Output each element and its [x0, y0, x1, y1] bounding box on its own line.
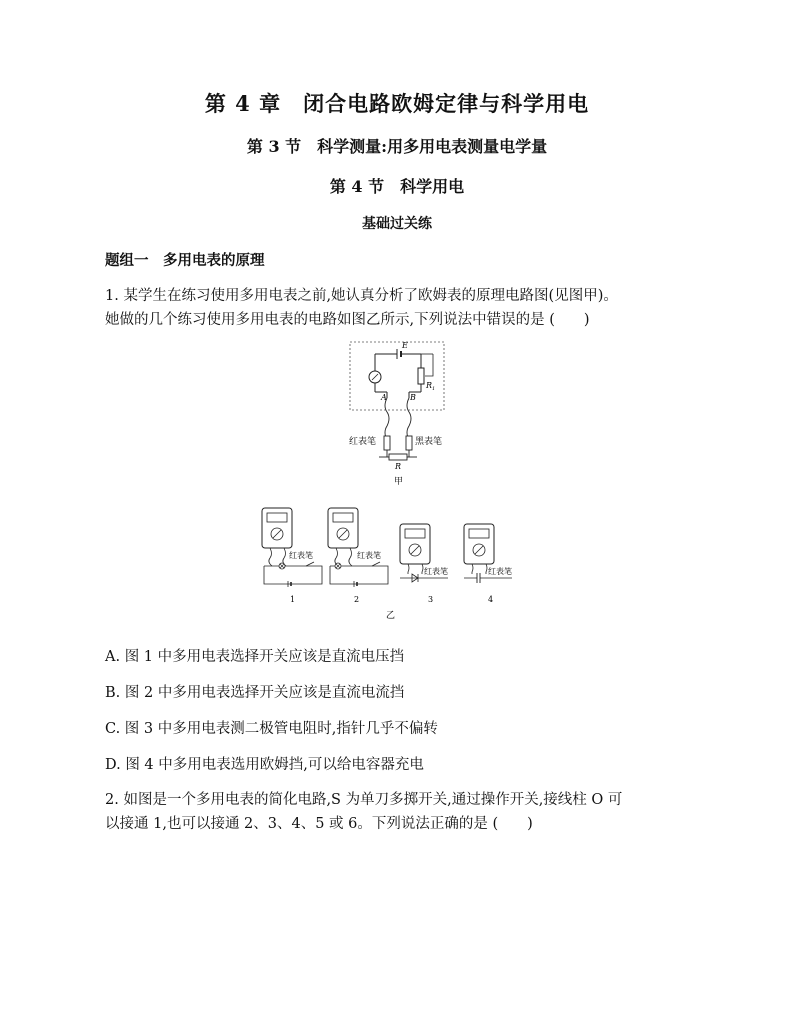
section4-title: 第 4 节 科学用电: [329, 177, 465, 196]
red-lead-wire: [385, 398, 389, 440]
red-probe-label-4: 红表笔: [488, 567, 512, 576]
red-probe-label: 红表笔: [349, 437, 377, 447]
q1-option-d[interactable]: D. 图 4 中多用电表选用欧姆挡,可以给电容器充电: [105, 757, 424, 773]
meter-1: [262, 508, 322, 604]
label-R: R: [395, 462, 402, 471]
red-probe-label-3: 红表笔: [424, 567, 448, 576]
capacitor-gap: [477, 574, 480, 582]
meter-display: [469, 529, 489, 538]
q1-option-b[interactable]: B. 图 2 中多用电表选择开关应该是直流电流挡: [105, 685, 405, 701]
meter-3: [400, 524, 448, 604]
meter-display: [405, 529, 425, 538]
switch-icon: [372, 562, 380, 566]
slider-arrow: [425, 362, 433, 376]
red-probe-icon: [384, 436, 390, 450]
lead-wire: [422, 564, 423, 574]
lead-wire: [408, 564, 409, 574]
meter-2: [328, 508, 388, 604]
resistor-R-icon: [389, 454, 407, 460]
chapter-title: 第 4 章 闭合电路欧姆定律与科学用电: [204, 91, 590, 116]
figure-yi-caption: 乙: [386, 611, 396, 621]
q1-line2: 她做的几个练习使用多用电表的电路如图乙所示,下列说法中错误的是 ( ): [105, 312, 590, 328]
label-E: E: [402, 341, 408, 350]
q1-option-a[interactable]: A. 图 1 中多用电表选择开关应该是直流电压挡: [105, 649, 405, 665]
practice-label: 基础过关练: [362, 216, 432, 232]
circuit-number-4: 4: [488, 595, 494, 604]
lead-wire: [349, 548, 352, 566]
question-group-label: 题组一 多用电表的原理: [105, 252, 265, 269]
label-B: B: [410, 393, 416, 402]
black-probe-icon: [406, 436, 412, 450]
circuit-number-1: 1: [290, 595, 296, 604]
label-Rg-sub: 1: [432, 386, 436, 392]
section3-title: 第 3 节 科学测量:用多用电表测量电学量: [246, 137, 548, 156]
label-Rg-main: R: [426, 381, 433, 390]
black-lead-wire: [407, 398, 411, 440]
lead-wire: [472, 564, 473, 574]
red-probe-label-2: 红表笔: [357, 551, 381, 560]
meter-4: [464, 524, 512, 604]
figure-jia-caption: 甲: [394, 477, 404, 487]
q1-line1: 1. 某学生在练习使用多用电表之前,她认真分析了欧姆表的原理电路图(见图甲)。: [105, 288, 618, 304]
lead-wire: [269, 548, 272, 566]
meter-display: [267, 513, 287, 522]
figure-jia-ohmmeter-circuit: [345, 338, 450, 488]
label-Rg: [425, 381, 435, 392]
black-probe-label: 黑表笔: [415, 437, 443, 447]
variable-resistor-icon: [418, 368, 424, 384]
lead-wire: [486, 564, 487, 574]
figure-yi-practice-circuits: [258, 506, 538, 621]
circuit-number-2: 2: [354, 595, 360, 604]
q2-line1: 2. 如图是一个多用电表的简化电路,S 为单刀多掷开关,通过操作开关,接线柱 O 可: [105, 792, 623, 808]
label-A: A: [381, 393, 387, 402]
q2-line2: 以接通 1,也可以接通 2、3、4、5 或 6。下列说法正确的是 ( ): [105, 816, 533, 832]
circuit-loop: [264, 566, 322, 584]
q1-option-c[interactable]: C. 图 3 中多用电表测二极管电阻时,指针几乎不偏转: [105, 721, 438, 737]
red-probe-label-1: 红表笔: [289, 551, 313, 560]
meter-display: [333, 513, 353, 522]
switch-icon: [306, 562, 314, 566]
circuit-number-3: 3: [428, 595, 434, 604]
